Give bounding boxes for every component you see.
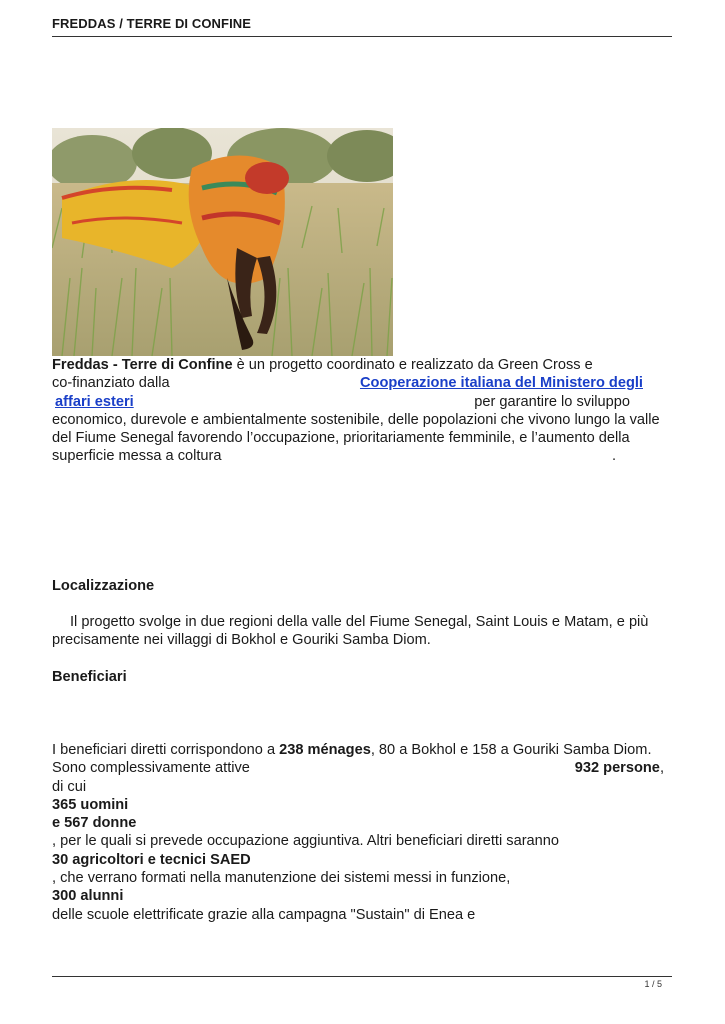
page-number: 1 / 5 <box>644 979 662 989</box>
body-text: Il progetto svolge in due regioni della valle del Fiume Senegal, Saint Louis e Matam, e più <box>70 614 649 631</box>
photo-illustration <box>52 128 393 356</box>
localizzazione-paragraph <box>52 613 672 650</box>
page-header <box>52 15 672 37</box>
body-text: di cui <box>52 778 87 795</box>
highlight-agricoltori: 30 agricoltori e tecnici SAED <box>52 851 251 868</box>
project-title: Freddas - Terre di Confine <box>52 357 233 373</box>
body-text: precisamente nei villaggi di Bokhol e Gouriki Samba Diom. <box>52 632 431 649</box>
body-text: , che verrano formati nella manutenzione dei sistemi messi in funzione, <box>52 870 511 887</box>
intro-text: economico, durevole e ambientalmente sostenibile, delle popolazioni che vivono lungo la valle <box>52 411 660 428</box>
intro-paragraph <box>52 356 672 466</box>
article-body <box>52 356 672 924</box>
body-text: I beneficiari diretti corrispondono a <box>52 741 280 758</box>
body-text: , per le quali si prevede occupazione aggiuntiva. Altri beneficiari diretti saranno <box>52 833 560 850</box>
section-title-beneficiari: Beneficiari <box>52 668 127 685</box>
header-title: FREDDAS / TERRE DI CONFINE <box>52 16 252 31</box>
body-text: delle scuole elettrificate grazie alla campagna "Sustain" di Enea e <box>52 906 476 923</box>
intro-text: superficie messa a coltura <box>52 448 222 465</box>
highlight-persone: 932 persone <box>574 760 660 777</box>
intro-text-end: . <box>611 448 616 465</box>
body-text: , <box>659 760 664 777</box>
intro-text: per garantire lo sviluppo <box>474 393 630 410</box>
beneficiari-paragraph <box>52 741 672 924</box>
intro-text: del Fiume Senegal favorendo l’occupazione, prioritariamente femminile, e l’aumento della <box>52 430 630 447</box>
body-text: , 80 a Bokhol e 158 a Gouriki Samba Diom. <box>370 741 652 758</box>
section-title-localizzazione: Localizzazione <box>52 577 155 594</box>
intro-text: è un progetto coordinato e realizzato da Green Cross e <box>232 357 593 373</box>
cooperazione-link[interactable]: Cooperazione italiana del Ministero degli <box>359 375 643 392</box>
page-footer <box>52 976 672 989</box>
highlight-alunni: 300 alunni <box>52 888 124 905</box>
cooperazione-link-cont[interactable]: affari esteri <box>55 393 134 410</box>
farmer-woman-photo <box>52 128 393 356</box>
highlight-menages: 238 ménages <box>279 741 371 758</box>
highlight-donne: e 567 donne <box>52 815 137 832</box>
highlight-uomini: 365 uomini <box>52 796 129 813</box>
body-text: Sono complessivamente attive <box>52 760 250 777</box>
intro-text: co-finanziato dalla <box>52 375 170 392</box>
